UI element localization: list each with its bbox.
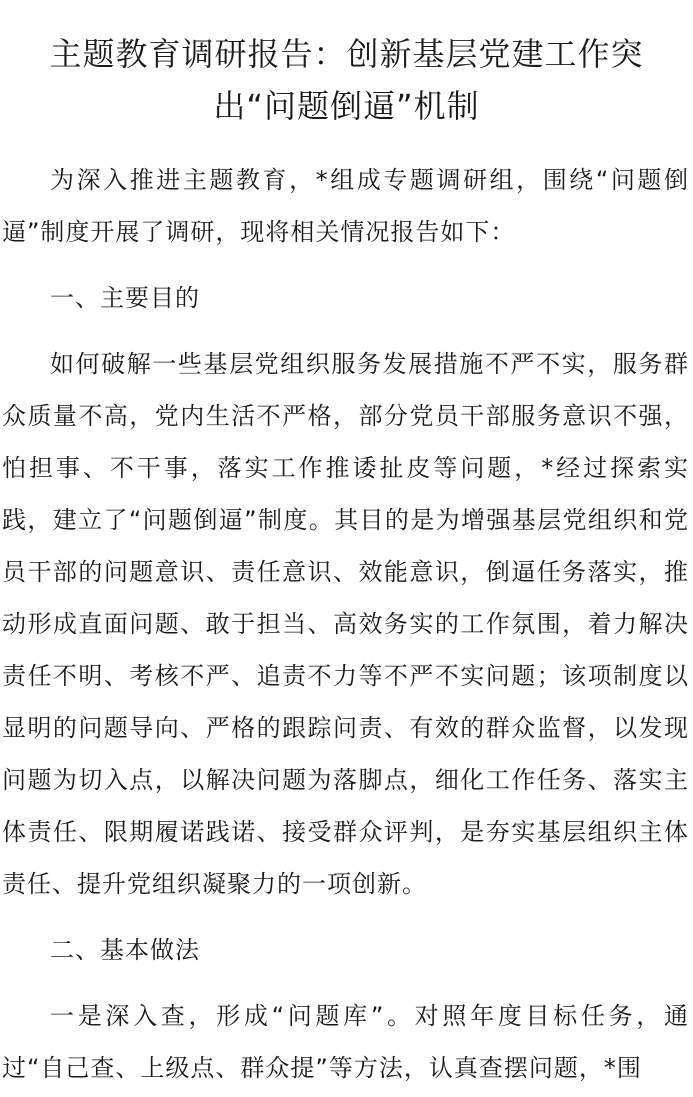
section-heading-basic-practice: 二、基本做法 [50,936,200,964]
section-body-main-purpose: 如何破解一些基层党组织服务发展措施不严不实，服务群众质量不高，党内生活不严格，部分党员干部服务意识不强，怕担事、不干事，落实工作推诿扯皮等问题，*经过探索实践，建立了“问题倒逼”制度。其目的是为增强基层党组织和党员干部的问题意识、责任意识、效能意识，倒逼任务落实，推动形成直面问题、敢于担当、高效务实的工作氛围，着力解决责任不明、考核不严、追责不力等不严不实问题；该项制度以显明的问题导向、严格的跟踪问责、有效的群众监督，以发现问题为切入点，以解决问题为落脚点，细化工作任务、落实主体责任、限期履诺践诺、接受群众评判，是夯实基层组织主体责任、提升党组织凝聚力的一项创新。 [2,350,689,898]
section-heading-main-purpose: 一、主要目的 [50,284,200,312]
section-body-basic-practice: 一是深入查，形成“问题库”。对照年度目标任务，通过“自己查、上级点、群众提”等方法，认真查摆问题，*围 [2,1002,689,1082]
document-title: 主题教育调研报告：创新基层党建工作突出“问题倒逼”机制 [49,35,644,125]
intro-paragraph: 为深入推进主题教育，*组成专题调研组，围绕“问题倒逼”制度开展了调研，现将相关情况报告如下： [2,166,689,246]
